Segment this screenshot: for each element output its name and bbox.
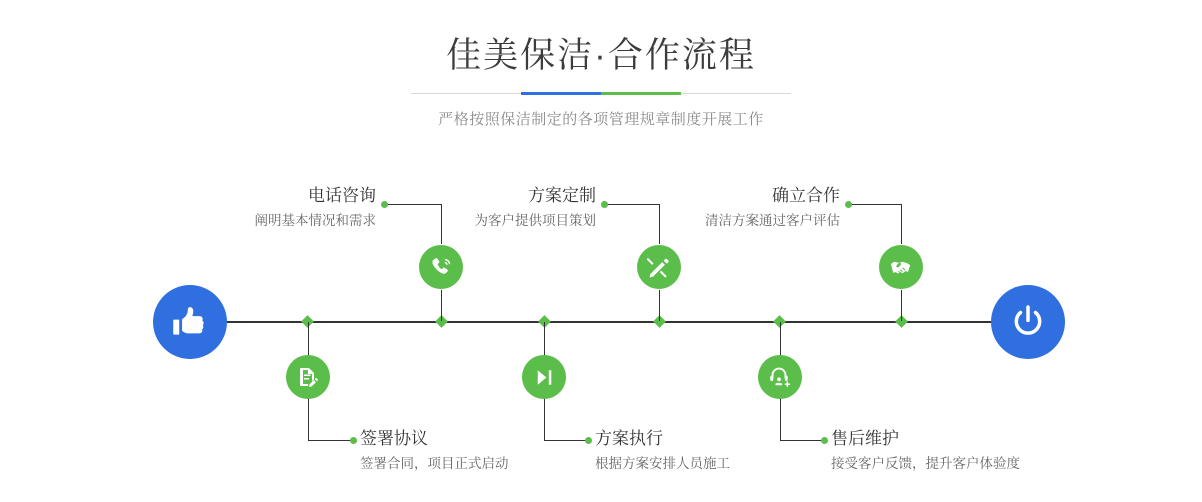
page-title: 佳美保洁·合作流程 <box>446 36 756 75</box>
step-desc: 阐明基本情况和需求 <box>254 213 376 228</box>
step-desc: 为客户提供项目策划 <box>474 213 596 228</box>
play-forward-icon <box>533 366 556 389</box>
connector-dot <box>350 437 357 444</box>
step-title: 签署协议 <box>360 429 428 448</box>
step-title: 确立合作 <box>772 186 840 205</box>
timeline-end-node <box>991 285 1065 359</box>
divider-accent-blue <box>521 92 601 95</box>
connector-vertical <box>659 204 660 244</box>
connector-horizontal <box>848 204 902 205</box>
step-plan-customize-label <box>420 185 596 231</box>
timeline-start-node <box>153 285 227 359</box>
step-sign-agreement-icon-node <box>286 355 330 399</box>
step-sign-agreement-label <box>360 428 509 474</box>
step-phone-consult-icon-node <box>419 245 463 289</box>
connector-horizontal <box>544 440 587 441</box>
divider-accent-green <box>601 92 681 95</box>
step-title: 方案执行 <box>595 429 663 448</box>
connector-horizontal <box>604 204 660 205</box>
connector-dot <box>821 437 828 444</box>
step-establish-cooperation-label <box>663 185 840 231</box>
step-phone-consult-label <box>199 185 376 231</box>
header <box>0 34 1202 129</box>
step-desc: 签署合同，项目正式启动 <box>360 456 509 471</box>
step-desc: 根据方案安排人员施工 <box>595 456 730 471</box>
step-after-sales-label <box>831 428 1020 474</box>
step-plan-customize-icon-node <box>637 245 681 289</box>
step-desc: 清洁方案通过客户评估 <box>705 213 840 228</box>
connector-vertical <box>441 290 442 321</box>
step-after-sales-icon-node <box>758 355 802 399</box>
connector-dot <box>381 201 388 208</box>
phone-ring-icon <box>429 255 454 280</box>
handshake-icon <box>889 255 914 280</box>
step-plan-execute-icon-node <box>522 355 566 399</box>
thumbs-up-icon <box>171 303 209 341</box>
title-divider <box>411 92 791 95</box>
step-title: 电话咨询 <box>308 186 376 205</box>
connector-vertical <box>901 204 902 244</box>
step-desc: 接受客户反馈，提升客户体验度 <box>831 456 1020 471</box>
connector-horizontal <box>780 440 823 441</box>
connector-dot <box>845 201 852 208</box>
step-title: 售后维护 <box>831 429 899 448</box>
pen-ruler-icon <box>647 255 672 280</box>
page-subtitle: 严格按照保洁制定的各项管理规章制度开展工作 <box>438 111 764 128</box>
connector-horizontal <box>308 440 353 441</box>
headset-support-icon <box>768 365 792 389</box>
connector-vertical <box>901 290 902 321</box>
document-edit-icon <box>296 365 320 389</box>
connector-vertical <box>659 290 660 321</box>
step-plan-execute-label <box>595 428 730 474</box>
step-establish-cooperation-icon-node <box>879 245 923 289</box>
power-icon <box>1008 302 1048 342</box>
step-title: 方案定制 <box>528 186 596 205</box>
connector-dot <box>601 201 608 208</box>
connector-dot <box>585 437 592 444</box>
